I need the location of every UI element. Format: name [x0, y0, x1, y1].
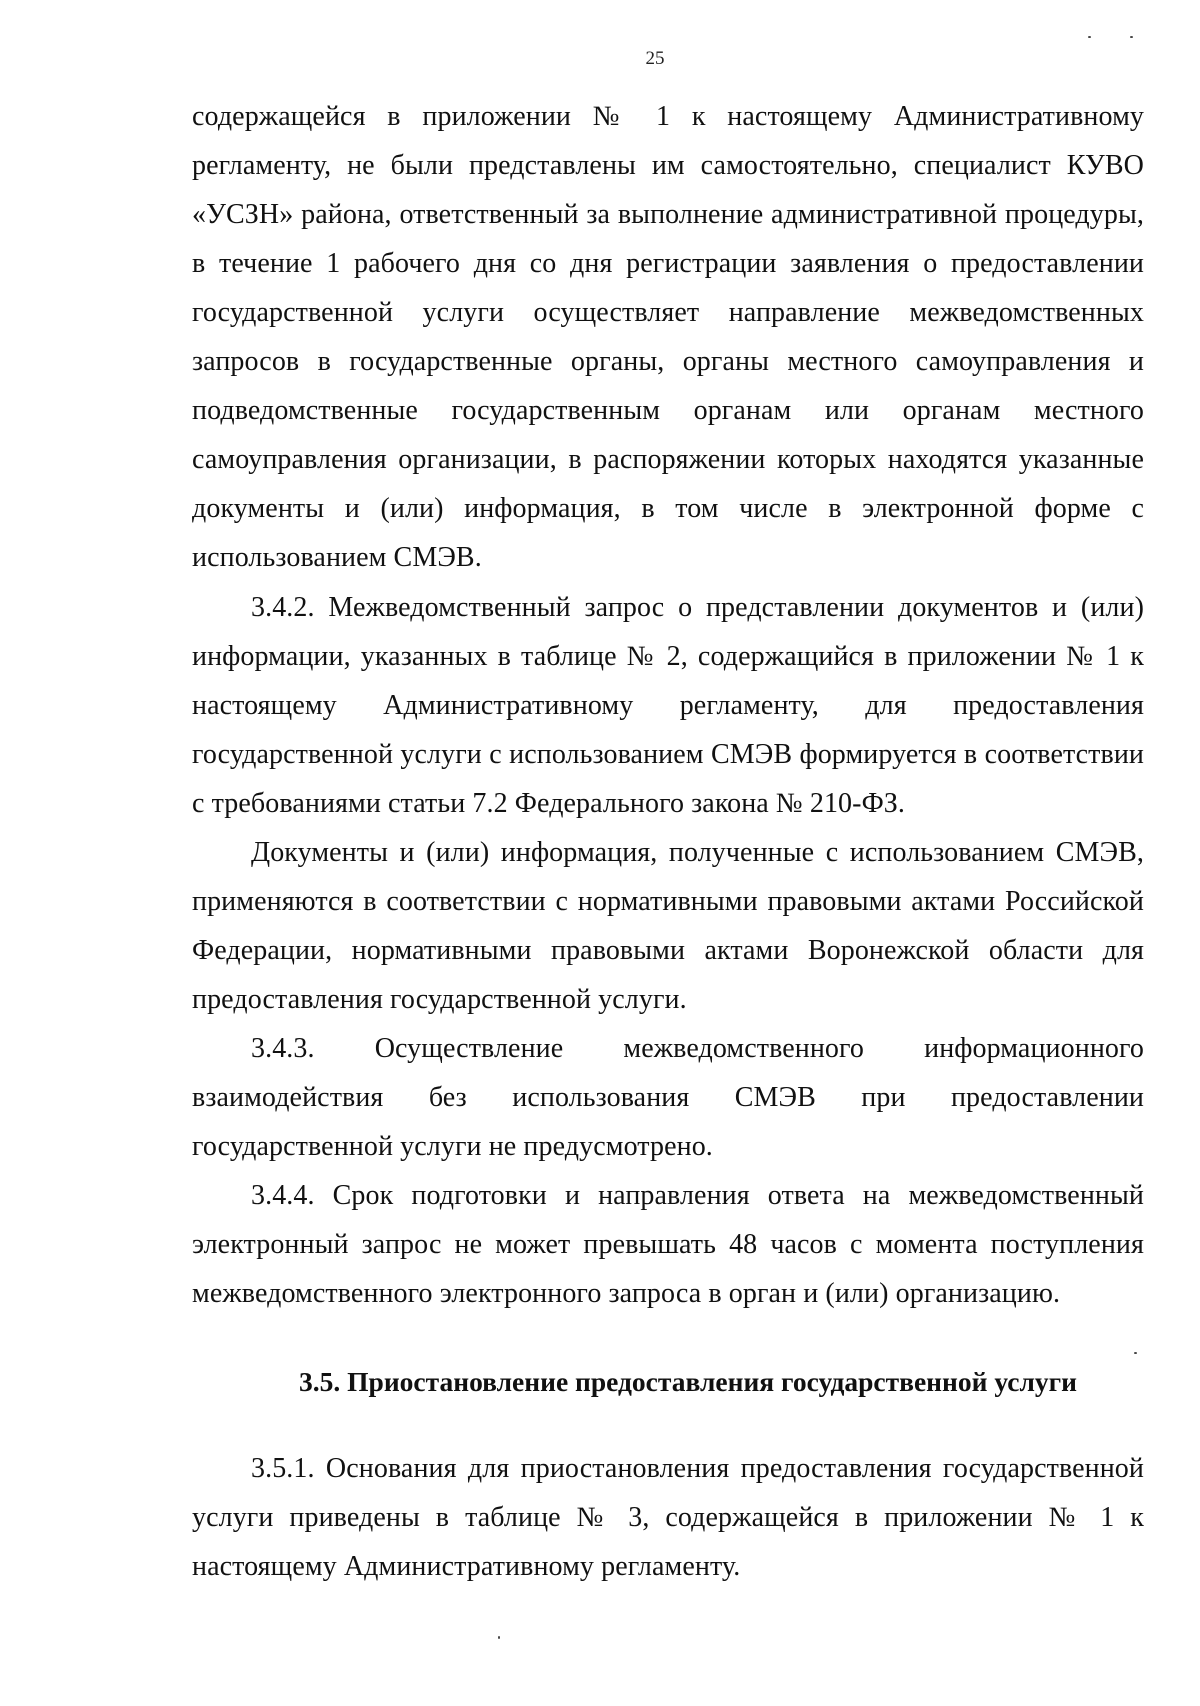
scan-speck — [1134, 1352, 1137, 1354]
page-number: 25 — [645, 48, 665, 69]
paragraph-continuation: содержащейся в приложении № 1 к настоящему Административному регламенту, не были представлены им самостоятельно, специалист КУВО «УСЗН» района, ответственный за выполнение административной процедуры, в течение 1 рабочего дня со дня регистрации заявления о предоставлении государственной услуги осуществляет направление межведомственных запросов в государственные органы, органы местного самоуправления и подведомственные государственным органам или органам местного самоуправления организации, в распоряжении которых находятся указанные документы и (или) информация, в том числе в электронной форме с использованием СМЭВ. — [192, 101, 1144, 573]
paragraph-3-4-3: 3.4.3. Осуществление межведомственного информационного взаимодействия без использования СМЭВ при предоставлении государственной услуги не предусмотрено. — [192, 1033, 1144, 1162]
paragraph-3-4-2: 3.4.2. Межведомственный запрос о представлении документов и (или) информации, указанных в таблице № 2, содержащийся в приложении № 1 к настоящему Административному регламенту, для предоставления государственной услуги с использованием СМЭВ формируется в соответствии с требованиями статьи 7.2 Федерального закона № 210-ФЗ. — [192, 592, 1144, 819]
paragraph-3-5-1: 3.5.1. Основания для приостановления предоставления государственной услуги приведены в таблице № 3, содержащейся в приложении № 1 к настоящему Административному регламенту. — [192, 1453, 1144, 1582]
scan-speck — [498, 1636, 500, 1639]
scan-speck — [1130, 36, 1133, 38]
document-body — [192, 92, 1144, 1591]
paragraph-documents: Документы и (или) информация, полученные с использованием СМЭВ, применяются в соответствии с нормативными правовыми актами Российской Федерации, нормативными правовыми актами Воронежской области для предоставления государственной услуги. — [192, 837, 1144, 1015]
scan-speck — [1088, 36, 1091, 38]
paragraph-3-4-4: 3.4.4. Срок подготовки и направления ответа на межведомственный электронный запрос не может превышать 48 часов с момента поступления межведомственного электронного запроса в орган и (или) организацию. — [192, 1180, 1144, 1309]
section-heading-3-5: 3.5. Приостановление предоставления государственной услуги — [299, 1366, 1077, 1397]
